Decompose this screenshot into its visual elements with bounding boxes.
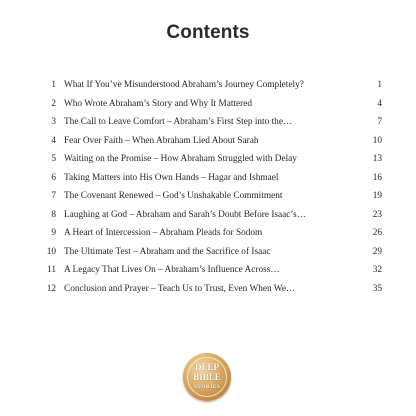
toc-entry-number: 5 bbox=[51, 154, 56, 164]
toc-entry-title[interactable]: A Legacy That Lives On – Abraham’s Influence Across… bbox=[64, 265, 280, 275]
toc-entry-title[interactable]: Taking Matters into His Own Hands – Hagar and Ishmael bbox=[64, 172, 279, 183]
toc-entry-number: 3 bbox=[51, 117, 56, 127]
toc-entry-number: 12 bbox=[46, 283, 56, 294]
toc-entry-title[interactable]: Who Wrote Abraham’s Story and Why It Mattered bbox=[64, 98, 253, 109]
toc-entry-page: 10 bbox=[372, 135, 382, 146]
logo-text-line2: BIBLE bbox=[193, 372, 221, 382]
toc-entry[interactable] bbox=[44, 113, 382, 132]
toc-entry-number: 8 bbox=[51, 209, 56, 220]
toc-entry-title[interactable]: What If You’ve Misunderstood Abraham’s Journey Completely? bbox=[64, 80, 304, 90]
toc-entry-title[interactable]: A Heart of Intercession – Abraham Pleads for Sodom bbox=[64, 228, 263, 238]
toc-entry-title[interactable]: The Covenant Renewed – God’s Unshakable Commitment bbox=[64, 191, 283, 201]
toc-entry[interactable] bbox=[44, 169, 382, 188]
toc-entry-title[interactable]: Waiting on the Promise – How Abraham Struggled with Delay bbox=[64, 154, 297, 164]
toc-entry-number: 9 bbox=[51, 228, 56, 238]
toc-entry-page: 19 bbox=[372, 191, 382, 201]
toc-entry-title[interactable]: Fear Over Faith – When Abraham Lied About Sarah bbox=[64, 135, 259, 146]
toc-entry[interactable] bbox=[44, 243, 382, 262]
toc-entry-page: 35 bbox=[372, 283, 382, 294]
toc-entry[interactable] bbox=[44, 187, 382, 206]
toc-entry-page: 16 bbox=[372, 172, 382, 183]
toc-entry-number: 10 bbox=[46, 246, 56, 257]
toc-entry[interactable] bbox=[44, 261, 382, 280]
toc-entry-number: 2 bbox=[51, 98, 56, 109]
toc-entry-title[interactable]: Laughing at God – Abraham and Sarah’s Doubt Before Isaac’s… bbox=[64, 209, 306, 220]
toc-entry-title[interactable]: The Ultimate Test – Abraham and the Sacrifice of Isaac bbox=[64, 246, 271, 257]
toc-entry[interactable] bbox=[44, 150, 382, 169]
toc-entry-page: 13 bbox=[372, 154, 382, 164]
toc-entry-number: 6 bbox=[51, 172, 56, 183]
toc-entry-page: 23 bbox=[372, 209, 382, 220]
logo-text-line1: DEEP bbox=[194, 362, 219, 372]
toc-entry-page: 1 bbox=[377, 80, 382, 90]
toc-entry[interactable] bbox=[44, 206, 382, 225]
toc-entry[interactable] bbox=[44, 76, 382, 95]
toc-entry-page: 4 bbox=[377, 98, 382, 109]
toc-entry[interactable] bbox=[44, 132, 382, 151]
toc-entry-number: 11 bbox=[47, 265, 56, 275]
deep-bible-stories-logo bbox=[183, 353, 231, 401]
toc-entry-page: 29 bbox=[372, 246, 382, 257]
toc-entry[interactable] bbox=[44, 95, 382, 114]
toc-entry-number: 7 bbox=[51, 191, 56, 201]
toc-entry-title[interactable]: Conclusion and Prayer – Teach Us to Trust, Even When We… bbox=[64, 283, 296, 294]
logo-text-line3: STORIES bbox=[193, 384, 221, 390]
toc-entry[interactable] bbox=[44, 224, 382, 243]
toc-entry-number: 1 bbox=[51, 80, 56, 90]
toc-entry-page: 7 bbox=[377, 117, 382, 127]
toc-entry-page: 32 bbox=[372, 265, 382, 275]
table-of-contents bbox=[44, 76, 382, 298]
toc-entry-page: 26 bbox=[372, 228, 382, 238]
toc-entry[interactable] bbox=[44, 280, 382, 299]
page-title: Contents bbox=[166, 22, 250, 43]
toc-entry-number: 4 bbox=[51, 135, 56, 146]
toc-entry-title[interactable]: The Call to Leave Comfort – Abraham’s First Step into the… bbox=[64, 117, 293, 127]
